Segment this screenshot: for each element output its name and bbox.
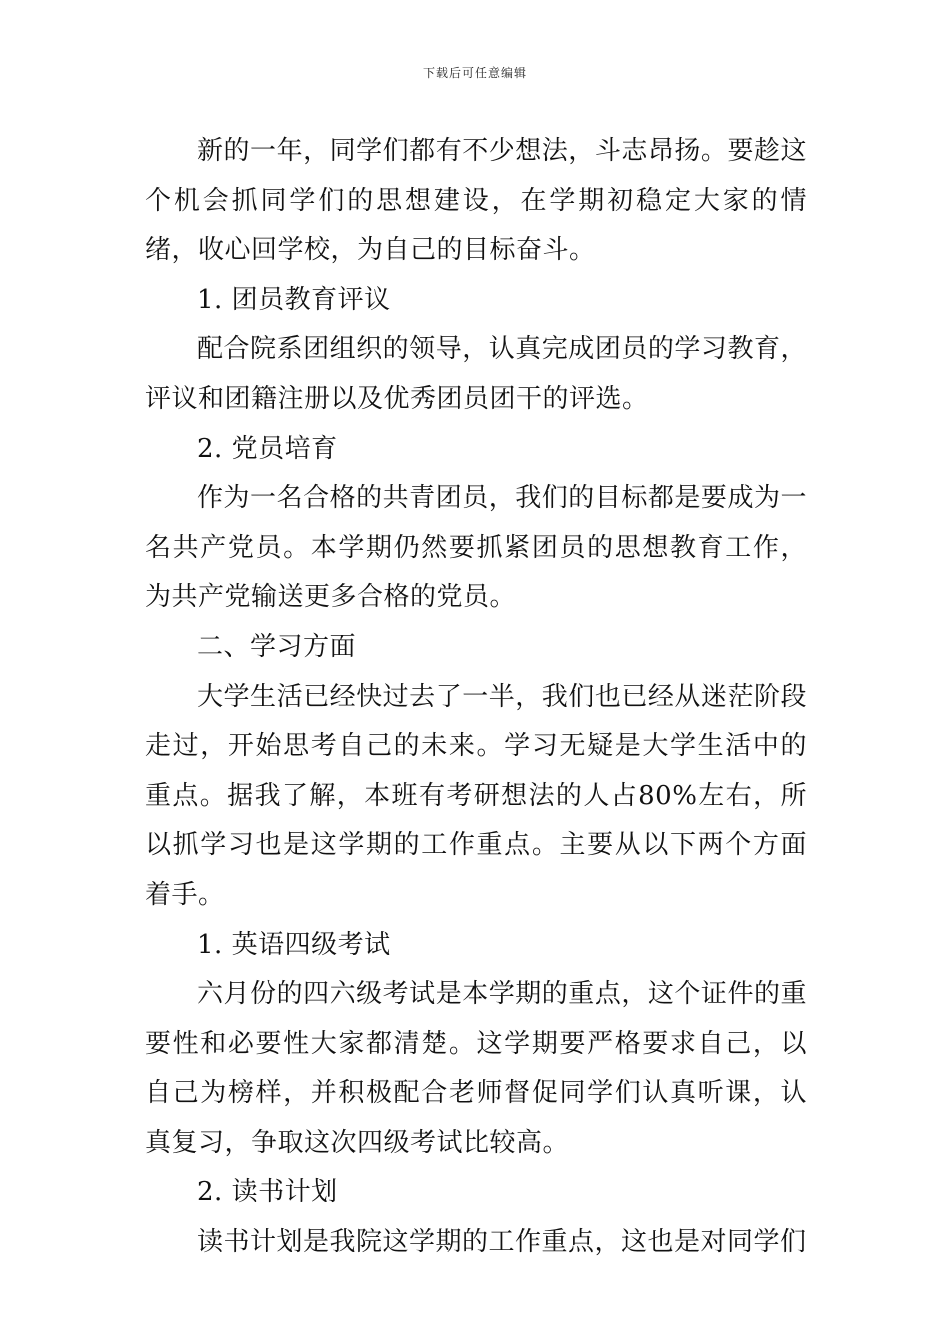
- paragraph-party-member-cultivation: 作为一名合格的共青团员，我们的目标都是要成为一名共产党员。本学期仍然要抓紧团员的思想教育工作，为共产党输送更多合格的党员。: [145, 483, 807, 613]
- heading-reading-plan: 2. 读书计划: [197, 1177, 338, 1208]
- paragraph-cet4-exam: 六月份的四六级考试是本学期的重点，这个证件的重要性和必要性大家都清楚。这学期要严格要求自己，以自己为榜样，并积极配合老师督促同学们认真听课，认真复习，争取这次四级考试比较高。: [145, 979, 807, 1158]
- heading-cet4-exam: 1. 英语四级考试: [197, 929, 391, 960]
- heading-study-section: 二、学习方面: [197, 631, 357, 662]
- heading-party-member-cultivation: 2. 党员培育: [197, 433, 338, 464]
- paragraph-intro: 新的一年，同学们都有不少想法，斗志昂扬。要趁这个机会抓同学们的思想建设，在学期初稳定大家的情绪，收心回学校，为自己的目标奋斗。: [145, 136, 807, 266]
- paragraph-study-section: 大学生活已经快过去了一半，我们也已经从迷茫阶段走过，开始思考自己的未来。学习无疑是大学生活中的重点。据我了解，本班有考研想法的人占80%左右，所以抓学习也是这学期的工作重点。主要从以下两个方面着手。: [145, 681, 807, 910]
- document-body: [145, 127, 807, 1268]
- paragraph-reading-plan: 读书计划是我院这学期的工作重点，这也是对同学们: [197, 1227, 807, 1258]
- paragraph-league-member-evaluation: 配合院系团组织的领导，认真完成团员的学习教育，评议和团籍注册以及优秀团员团干的评选。: [145, 334, 807, 414]
- header-note: 下载后可任意编辑: [422, 66, 527, 80]
- heading-league-member-evaluation: 1. 团员教育评议: [197, 284, 391, 315]
